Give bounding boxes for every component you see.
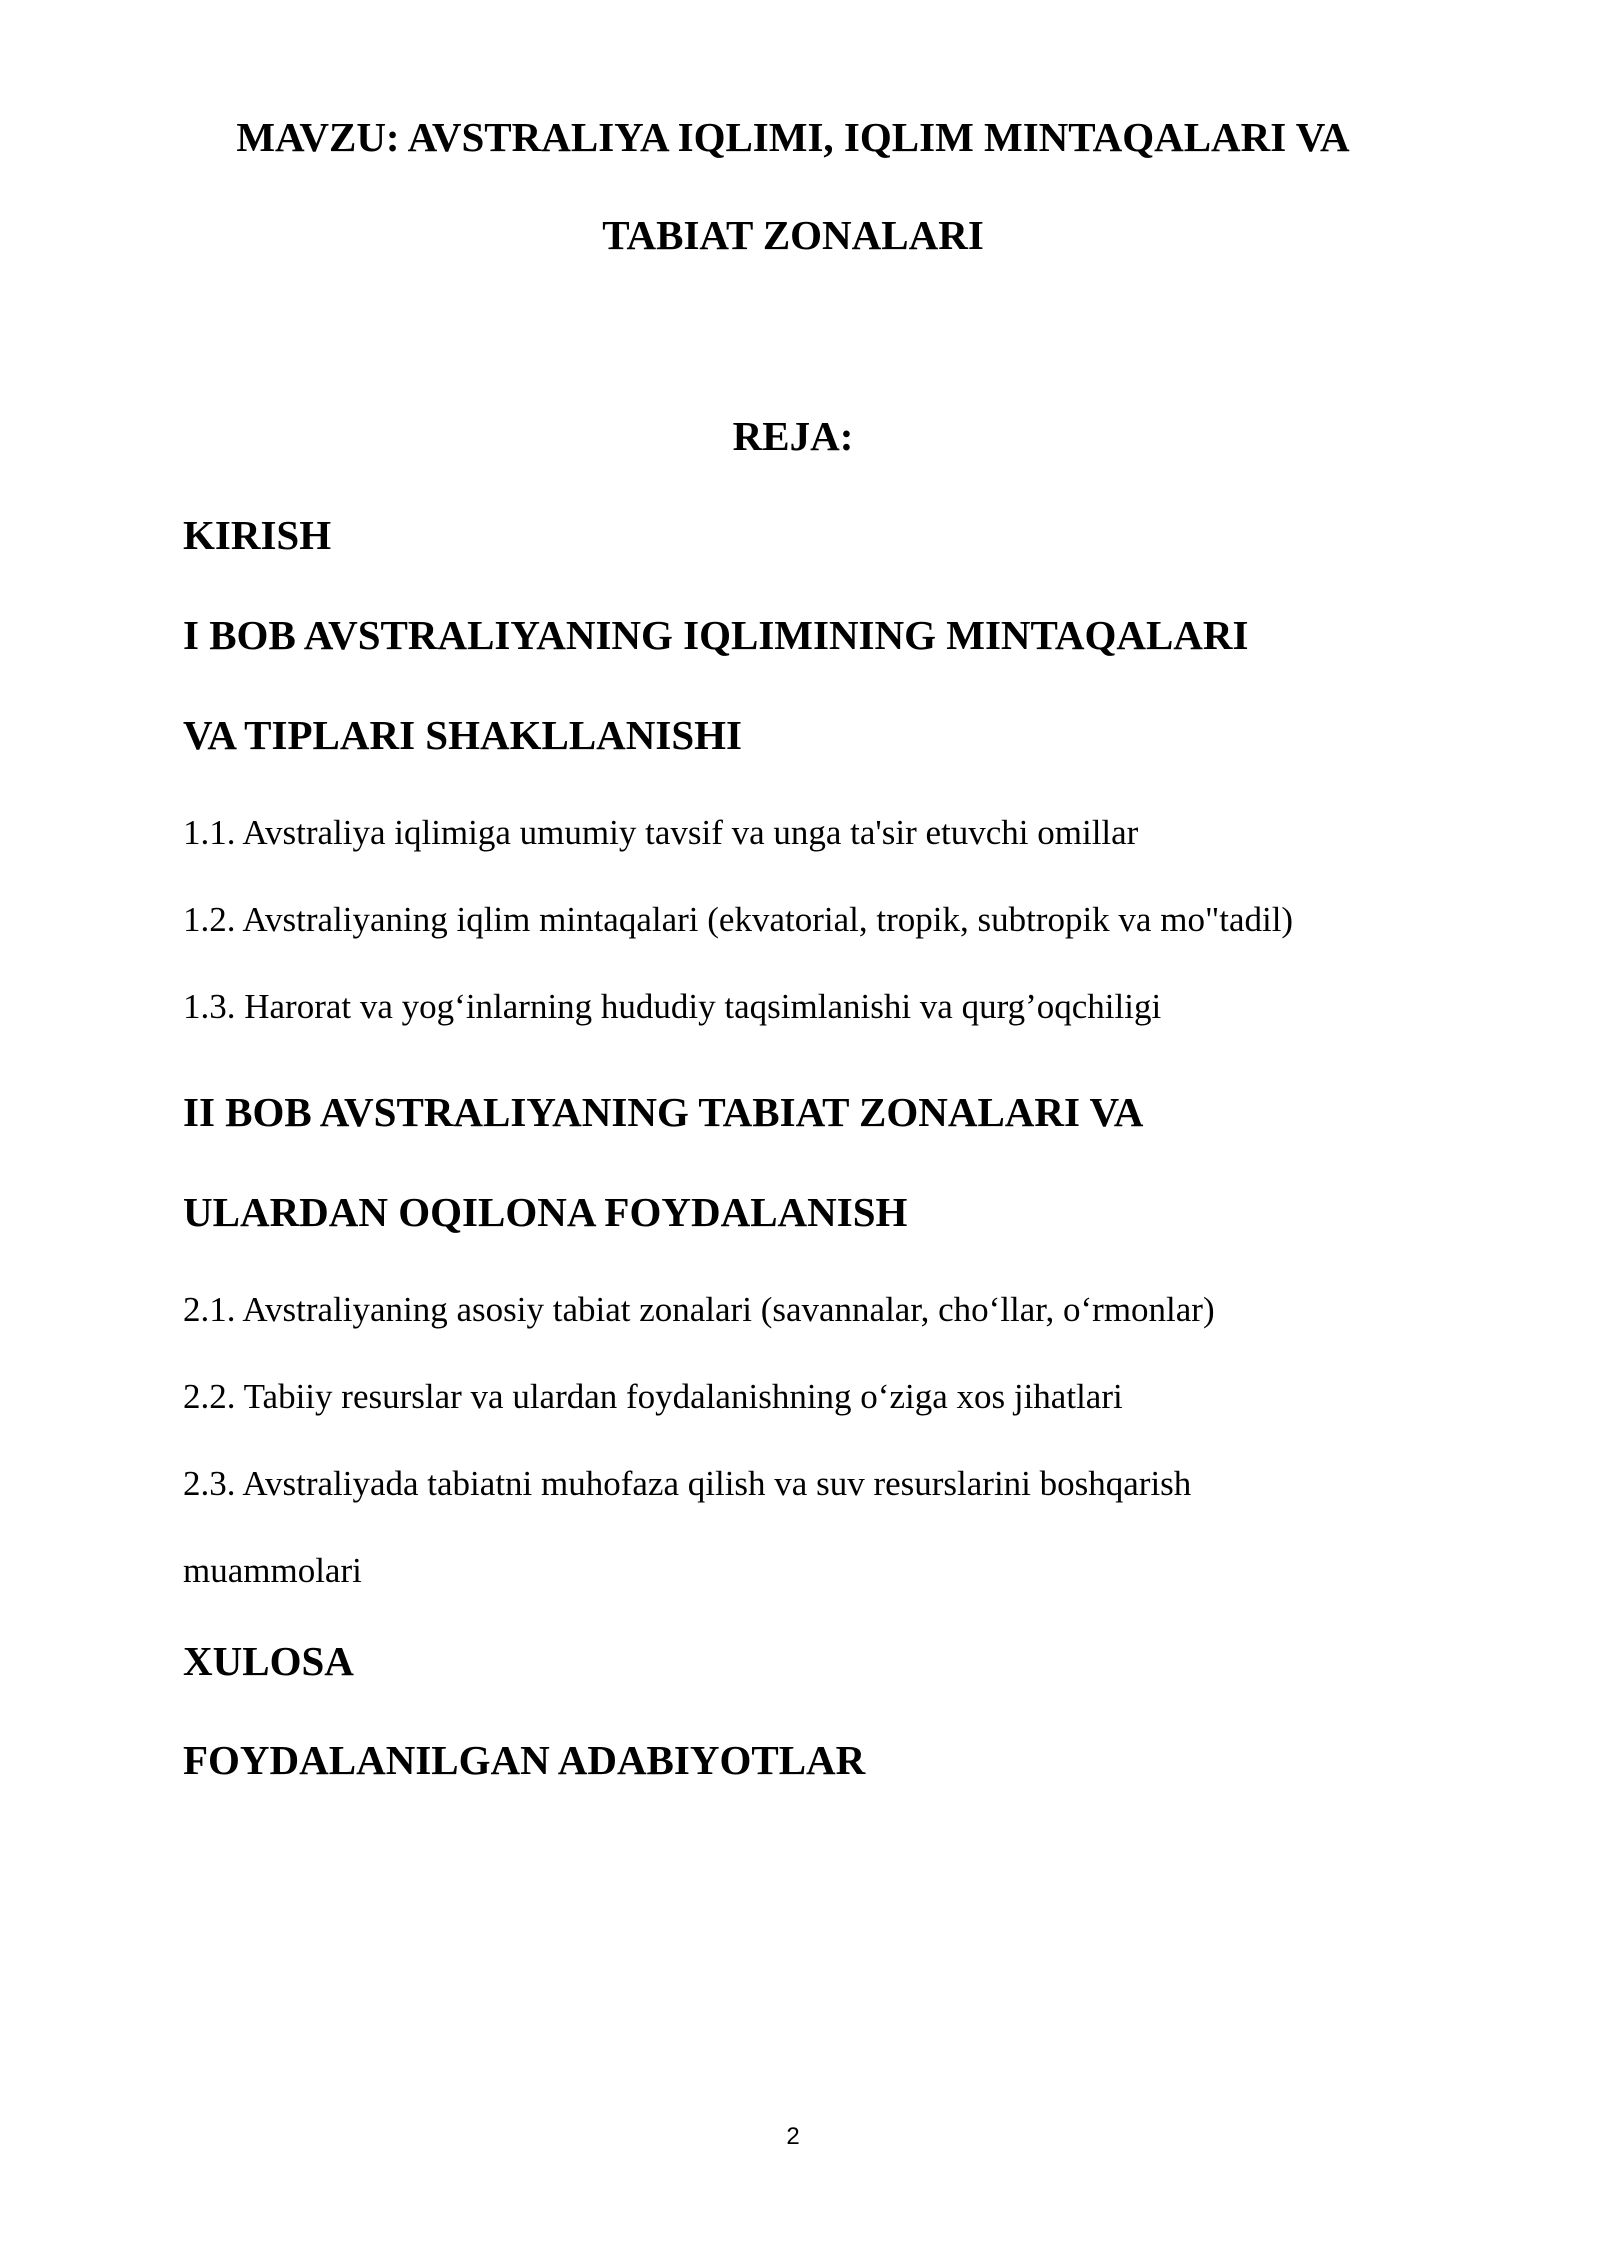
chapter1-item-1: 1.1. Avstraliya iqlimiga umumiy tavsif va unga ta'sir etuvchi omillar	[183, 813, 1139, 852]
conclusion-heading: XULOSA	[183, 1638, 354, 1684]
title-line-2: TABIAT ZONALARI	[602, 212, 984, 258]
chapter2-item-1: 2.1. Avstraliyaning asosiy tabiat zonalari (savannalar, cho‘llar, o‘rmonlar)	[183, 1290, 1215, 1329]
chapter2-item-3-continued: muammolari	[183, 1551, 362, 1590]
chapter2-item-3: 2.3. Avstraliyada tabiatni muhofaza qilish va suv resurslarini boshqarish	[183, 1464, 1192, 1503]
plan-heading: REJA:	[732, 413, 854, 459]
chapter2-heading-line-2: ULARDAN OQILONA FOYDALANISH	[183, 1189, 908, 1235]
page-number: 2	[786, 2123, 800, 2150]
chapter2-item-2: 2.2. Tabiiy resurslar va ulardan foydalanishning o‘ziga xos jihatlari	[183, 1377, 1123, 1416]
chapter1-item-3: 1.3. Harorat va yog‘inlarning hududiy taqsimlanishi va qurg’oqchiligi	[183, 987, 1162, 1026]
title-line-1: MAVZU: AVSTRALIYA IQLIMI, IQLIM MINTAQALARI VA	[236, 114, 1350, 160]
chapter1-item-2: 1.2. Avstraliyaning iqlim mintaqalari (ekvatorial, tropik, subtropik va mo"tadil)	[183, 900, 1294, 939]
intro-heading: KIRISH	[183, 512, 332, 558]
chapter1-heading-line-2: VA TIPLARI SHAKLLANISHI	[183, 712, 743, 758]
chapter1-heading-line-1: I BOB AVSTRALIYANING IQLIMINING MINTAQALARI	[183, 612, 1249, 658]
chapter2-heading-line-1: II BOB AVSTRALIYANING TABIAT ZONALARI VA	[183, 1089, 1144, 1135]
references-heading: FOYDALANILGAN ADABIYOTLAR	[183, 1737, 866, 1783]
